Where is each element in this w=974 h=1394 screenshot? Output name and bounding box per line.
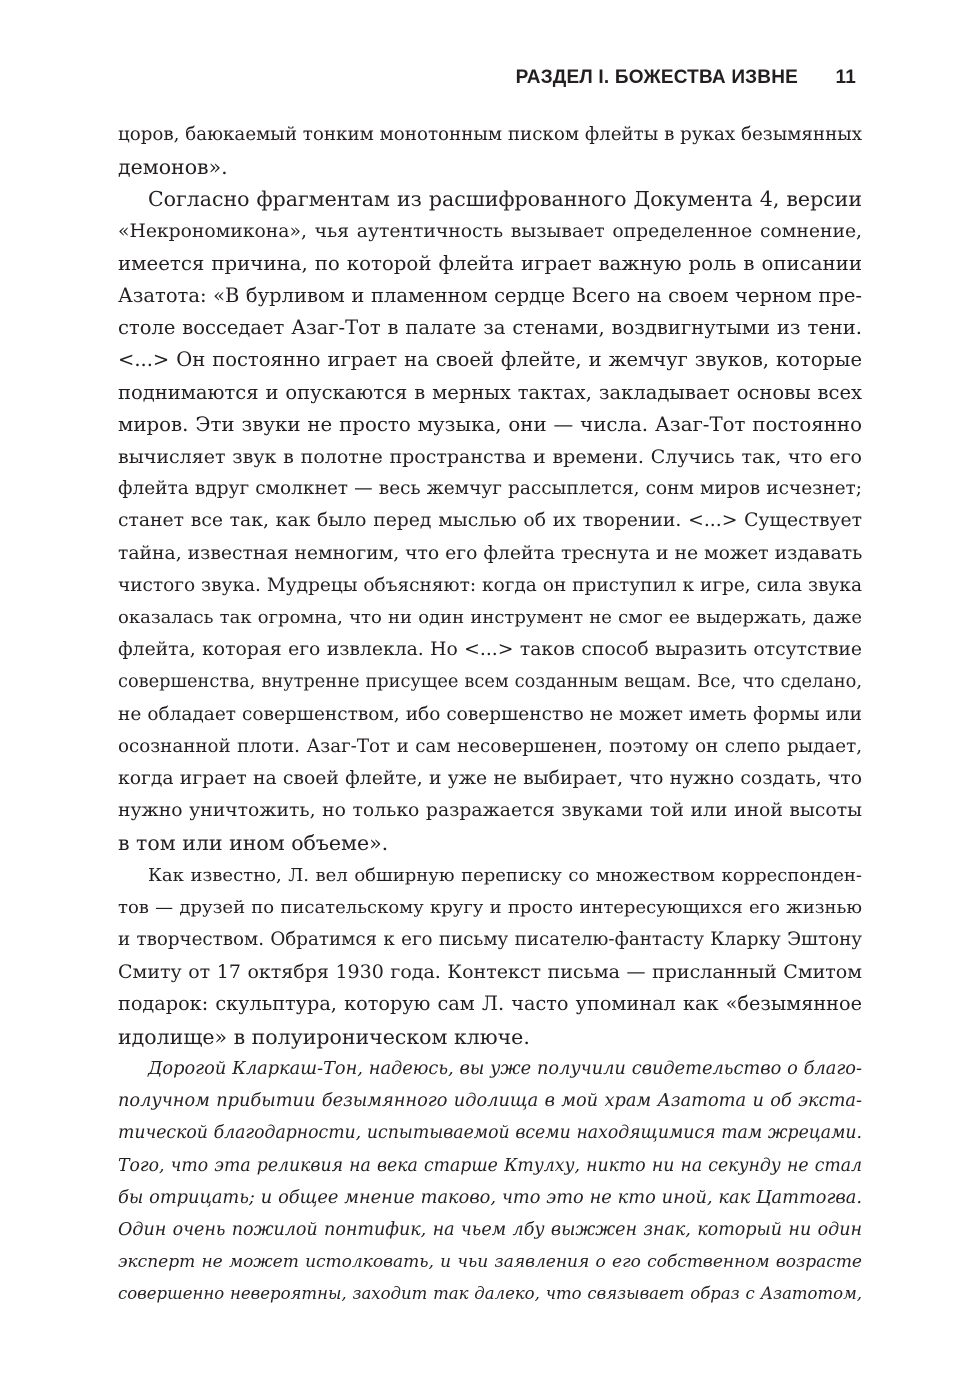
text-line: поднимаются и опускаются в мерных тактах, закладывает основы всех	[118, 380, 862, 404]
text-line: совершенства, внутренне присущее всем созданным вещам. Все, что сделано,	[118, 672, 862, 693]
text-line: демонов».	[118, 155, 228, 180]
quote-line: бы отрицать; и общее мнение таково, что это не кто иной, как Цаттогва.	[118, 1187, 862, 1208]
text-line: чистого звука. Мудрецы объясняют: когда он приступил к игре, сила звука	[118, 574, 862, 596]
text-line: подарок: скульптура, которую сам Л. часто упоминал как «безымянное	[118, 992, 862, 1016]
text-line: когда играет на своей флейте, и уже не выбирает, что нужно создать, что	[118, 768, 862, 790]
text-line: столе восседает Азаг-Тот в палате за стенами, воздвигнутыми из тени.	[118, 316, 862, 340]
text-line: оказалась так огромна, что ни один инструмент не смог ее выдержать, даже	[118, 607, 862, 629]
quote-line: эксперт не может истолковать, и чьи заявления о его собственном возрасте	[118, 1252, 862, 1273]
text-line: флейта, которая его извлекла. Но <...> таков способ выразить отсутствие	[118, 639, 862, 661]
quote-line: Дорогой Кларкаш-Тон, надеюсь, вы уже получили свидетельство о благо-	[148, 1058, 862, 1079]
text-line: «Некрономикона», чья аутентичность вызывает определенное сомнение,	[118, 220, 862, 242]
text-line: не обладает совершенством, ибо совершенство не может иметь формы или	[118, 703, 862, 725]
text-line: миров. Эти звуки не просто музыка, они — числа. Азаг-Тот постоянно	[118, 412, 862, 436]
text-line: Согласно фрагментам из расшифрованного Документа 4, версии	[148, 187, 862, 212]
quote-line: Того, что эта реликвия на века старше Ктулху, никто ни на секунду не стал	[118, 1155, 862, 1176]
text-line: нужно уничтожить, но только разражается звуками той или иной высоты	[118, 800, 862, 822]
section-title: РАЗДЕЛ I. БОЖЕСТВА ИЗВНЕ	[515, 67, 798, 88]
text-line: станет все так, как было перед мыслью об их творении. <...> Существует	[118, 510, 862, 532]
text-line: идолище» в полуироническом ключе.	[118, 1024, 530, 1049]
quote-line: получном прибытии безымянного идолища в мой храм Азатота и об экста-	[118, 1091, 862, 1112]
text-line: <...> Он постоянно играет на своей флейте, и жемчуг звуков, которые	[118, 348, 862, 372]
running-header	[118, 67, 856, 97]
quote-line: Один очень пожилой понтифик, на чьем лбу выжжен знак, который ни один	[118, 1219, 862, 1240]
text-line: имеется причина, по которой флейта играет важную роль в описании	[118, 251, 862, 275]
text-line: тов — друзей по писательскому кругу и просто интересующихся его жизнью	[118, 896, 862, 918]
text-line: вычисляет звук в полотне пространства и времени. Случись так, что его	[118, 446, 862, 469]
quote-line: совершенно невероятны, заходит так далеко, что связывает образ с Азатотом,	[118, 1284, 862, 1304]
text-line: и творчеством. Обратимся к его письму писателю-фантасту Кларку Эштону	[118, 929, 862, 951]
text-line: флейта вдруг смолкнет — весь жемчуг рассыплется, сонм миров исчезнет;	[118, 478, 862, 500]
text-line: Как известно, Л. вел обширную переписку со множеством корреспонден-	[148, 864, 862, 886]
text-line: Азатота: «В бурливом и пламенном сердце Всего на своем черном пре-	[118, 284, 862, 308]
text-line: цоров, баюкаемый тонким монотонным писком флейты в руках безымянных	[118, 124, 863, 145]
quote-line: тической благодарности, испытываемой всеми находящимися там жрецами.	[118, 1123, 862, 1144]
text-line: Смиту от 17 октября 1930 года. Контекст письма — присланный Смитом	[118, 961, 862, 984]
body-text	[118, 119, 862, 1311]
text-line: в том или ином объеме».	[118, 831, 389, 856]
text-line: тайна, известная немногим, что его флейта треснута и не может издавать	[118, 542, 863, 564]
page-number: 11	[835, 67, 856, 88]
text-line: осознанной плоти. Азаг-Тот и сам несовершенен, поэтому он слепо рыдает,	[118, 735, 862, 757]
